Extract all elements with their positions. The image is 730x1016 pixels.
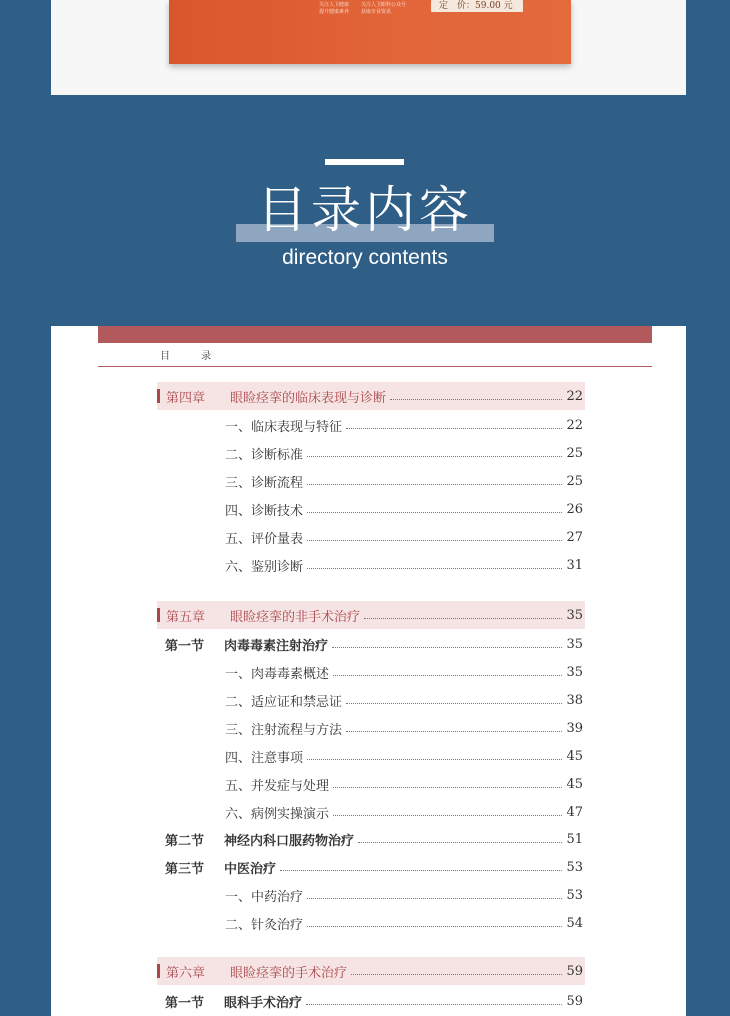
item-title: 一、肉毒毒素概述 [225,666,330,682]
toc-item [225,718,585,738]
item-title: 四、诊断技术 [225,503,304,519]
leader-dots [346,731,562,732]
section-title: 神经内科口服药物治疗 [224,833,355,849]
item-title: 四、注意事项 [225,750,304,766]
section-title: 眼科手术治疗 [224,995,303,1011]
item-title: 五、评价量表 [225,531,304,547]
toc-item [225,471,585,491]
leader-dots [390,399,562,400]
section-title: 目录内容 [257,181,473,239]
leader-dots [333,675,562,676]
toc-heading: 目 录 [160,351,226,362]
toc-header-bar [98,326,652,343]
toc-section [165,634,585,654]
page-number: 35 [566,664,583,680]
toc-section [165,829,585,849]
toc-item [225,443,585,463]
item-title: 二、针灸治疗 [225,917,304,933]
toc-item [225,746,585,766]
leader-dots [307,568,562,569]
page-number: 35 [566,607,583,623]
toc-item [225,499,585,519]
page-number: 45 [566,776,583,792]
leader-dots [346,703,562,704]
toc-item [225,690,585,710]
leader-dots [307,926,562,927]
toc-section [165,991,585,1011]
page-number: 25 [566,445,583,461]
chapter-title: 眼睑痉挛的非手术治疗 [230,609,361,625]
item-title: 一、中药治疗 [225,889,304,905]
leader-dots [307,759,562,760]
toc-item [225,774,585,794]
toc-item [225,885,585,905]
toc-chapter [157,957,585,985]
toc-item [225,415,585,435]
page-number: 27 [566,529,583,545]
page-number: 59 [566,993,583,1009]
leader-dots [307,484,562,485]
page-number: 25 [566,473,583,489]
toc-item [225,662,585,682]
toc-section [165,857,585,877]
page-number: 22 [566,388,583,404]
leader-dots [364,618,562,619]
section-number: 第三节 [165,861,205,877]
page-number: 59 [566,963,583,979]
leader-dots [307,898,562,899]
leader-dots [333,815,562,816]
item-title: 六、病例实操演示 [225,806,330,822]
toc-item [225,913,585,933]
page-number: 54 [566,915,583,931]
page-number: 31 [566,557,583,573]
section-title: 肉毒毒素注射治疗 [224,638,329,654]
toc-item [225,802,585,822]
book-cover-card [51,0,686,95]
toc-item [225,527,585,547]
page-number: 35 [566,636,583,652]
leader-dots [306,1004,562,1005]
page-number: 26 [566,501,583,517]
page-number: 45 [566,748,583,764]
leader-dots [333,787,562,788]
chapter-number: 第四章 [166,390,206,406]
section-subtitle: directory contents [282,246,448,269]
item-title: 二、诊断标准 [225,447,304,463]
page-number: 38 [566,692,583,708]
page-number: 39 [566,720,583,736]
chapter-marker [157,964,160,978]
leader-dots [280,870,562,871]
cover-small-text-right: 关注人卫眼科公众号 获取专业资讯 [361,2,407,15]
chapter-title: 眼睑痉挛的手术治疗 [230,965,348,981]
leader-dots [332,647,562,648]
page-number: 51 [566,831,583,847]
book-cover-image [169,0,571,64]
chapter-number: 第五章 [166,609,206,625]
cover-price: 定 价：59.00 元 [431,0,523,12]
toc-item [225,555,585,575]
cover-small-text-left: 关注人卫健康 提升健康素养 [319,2,350,15]
page-number: 53 [566,887,583,903]
item-title: 二、适应证和禁忌证 [225,694,343,710]
section-number: 第一节 [165,638,205,654]
section-number: 第二节 [165,833,205,849]
leader-dots [358,842,562,843]
page-number: 47 [566,804,583,820]
leader-dots [307,456,562,457]
toc-chapter [157,382,585,410]
item-title: 一、临床表现与特征 [225,419,343,435]
toc-divider [98,366,652,367]
page-number: 22 [566,417,583,433]
toc-page [51,326,686,1016]
section-number: 第一节 [165,995,205,1011]
chapter-marker [157,389,160,403]
item-title: 五、并发症与处理 [225,778,330,794]
heading-decor-bar [325,159,404,165]
leader-dots [307,540,562,541]
item-title: 六、鉴别诊断 [225,559,304,575]
chapter-number: 第六章 [166,965,206,981]
page-number: 53 [566,859,583,875]
leader-dots [351,974,562,975]
chapter-title: 眼睑痉挛的临床表现与诊断 [230,390,387,406]
leader-dots [346,428,562,429]
leader-dots [307,512,562,513]
item-title: 三、注射流程与方法 [225,722,343,738]
section-title: 中医治疗 [224,861,277,877]
item-title: 三、诊断流程 [225,475,304,491]
chapter-marker [157,608,160,622]
toc-chapter [157,601,585,629]
